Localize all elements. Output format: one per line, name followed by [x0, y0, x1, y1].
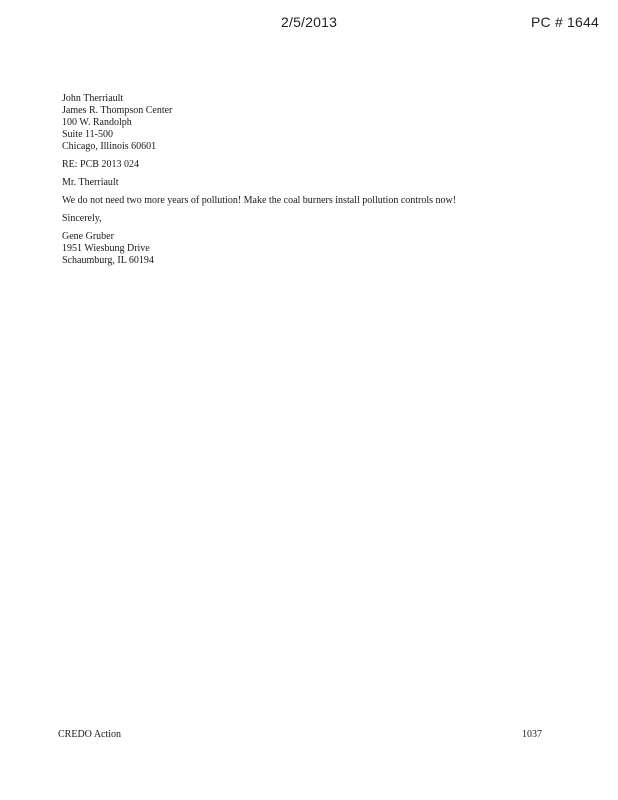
recipient-suite: Suite 11-500: [62, 129, 114, 140]
sender-address: [62, 231, 542, 267]
date-stamp: 2/5/2013: [281, 14, 338, 30]
recipient-name: John Therriault: [62, 93, 124, 104]
sender-street: 1951 Wiesbung Drive: [62, 243, 150, 254]
footer-page-number: 1037: [522, 729, 542, 740]
reference-line: RE: PCB 2013 024: [62, 159, 139, 170]
footer-organization: CREDO Action: [58, 729, 122, 740]
recipient-building: James R. Thompson Center: [62, 105, 173, 116]
recipient-city: Chicago, Illinois 60601: [62, 141, 157, 152]
recipient-street: 100 W. Randolph: [62, 117, 132, 128]
recipient-address: [62, 93, 542, 153]
sender-city: Schaumburg, IL 60194: [62, 255, 154, 266]
letter-body: [62, 93, 542, 267]
closing: Sincerely,: [62, 213, 102, 224]
sender-name: Gene Gruber: [62, 231, 114, 242]
body-text: We do not need two more years of pollution! Make the coal burners install pollution controls now!: [62, 195, 457, 206]
pc-number-stamp: PC # 1644: [531, 14, 599, 30]
salutation: Mr. Therriault: [62, 177, 119, 188]
